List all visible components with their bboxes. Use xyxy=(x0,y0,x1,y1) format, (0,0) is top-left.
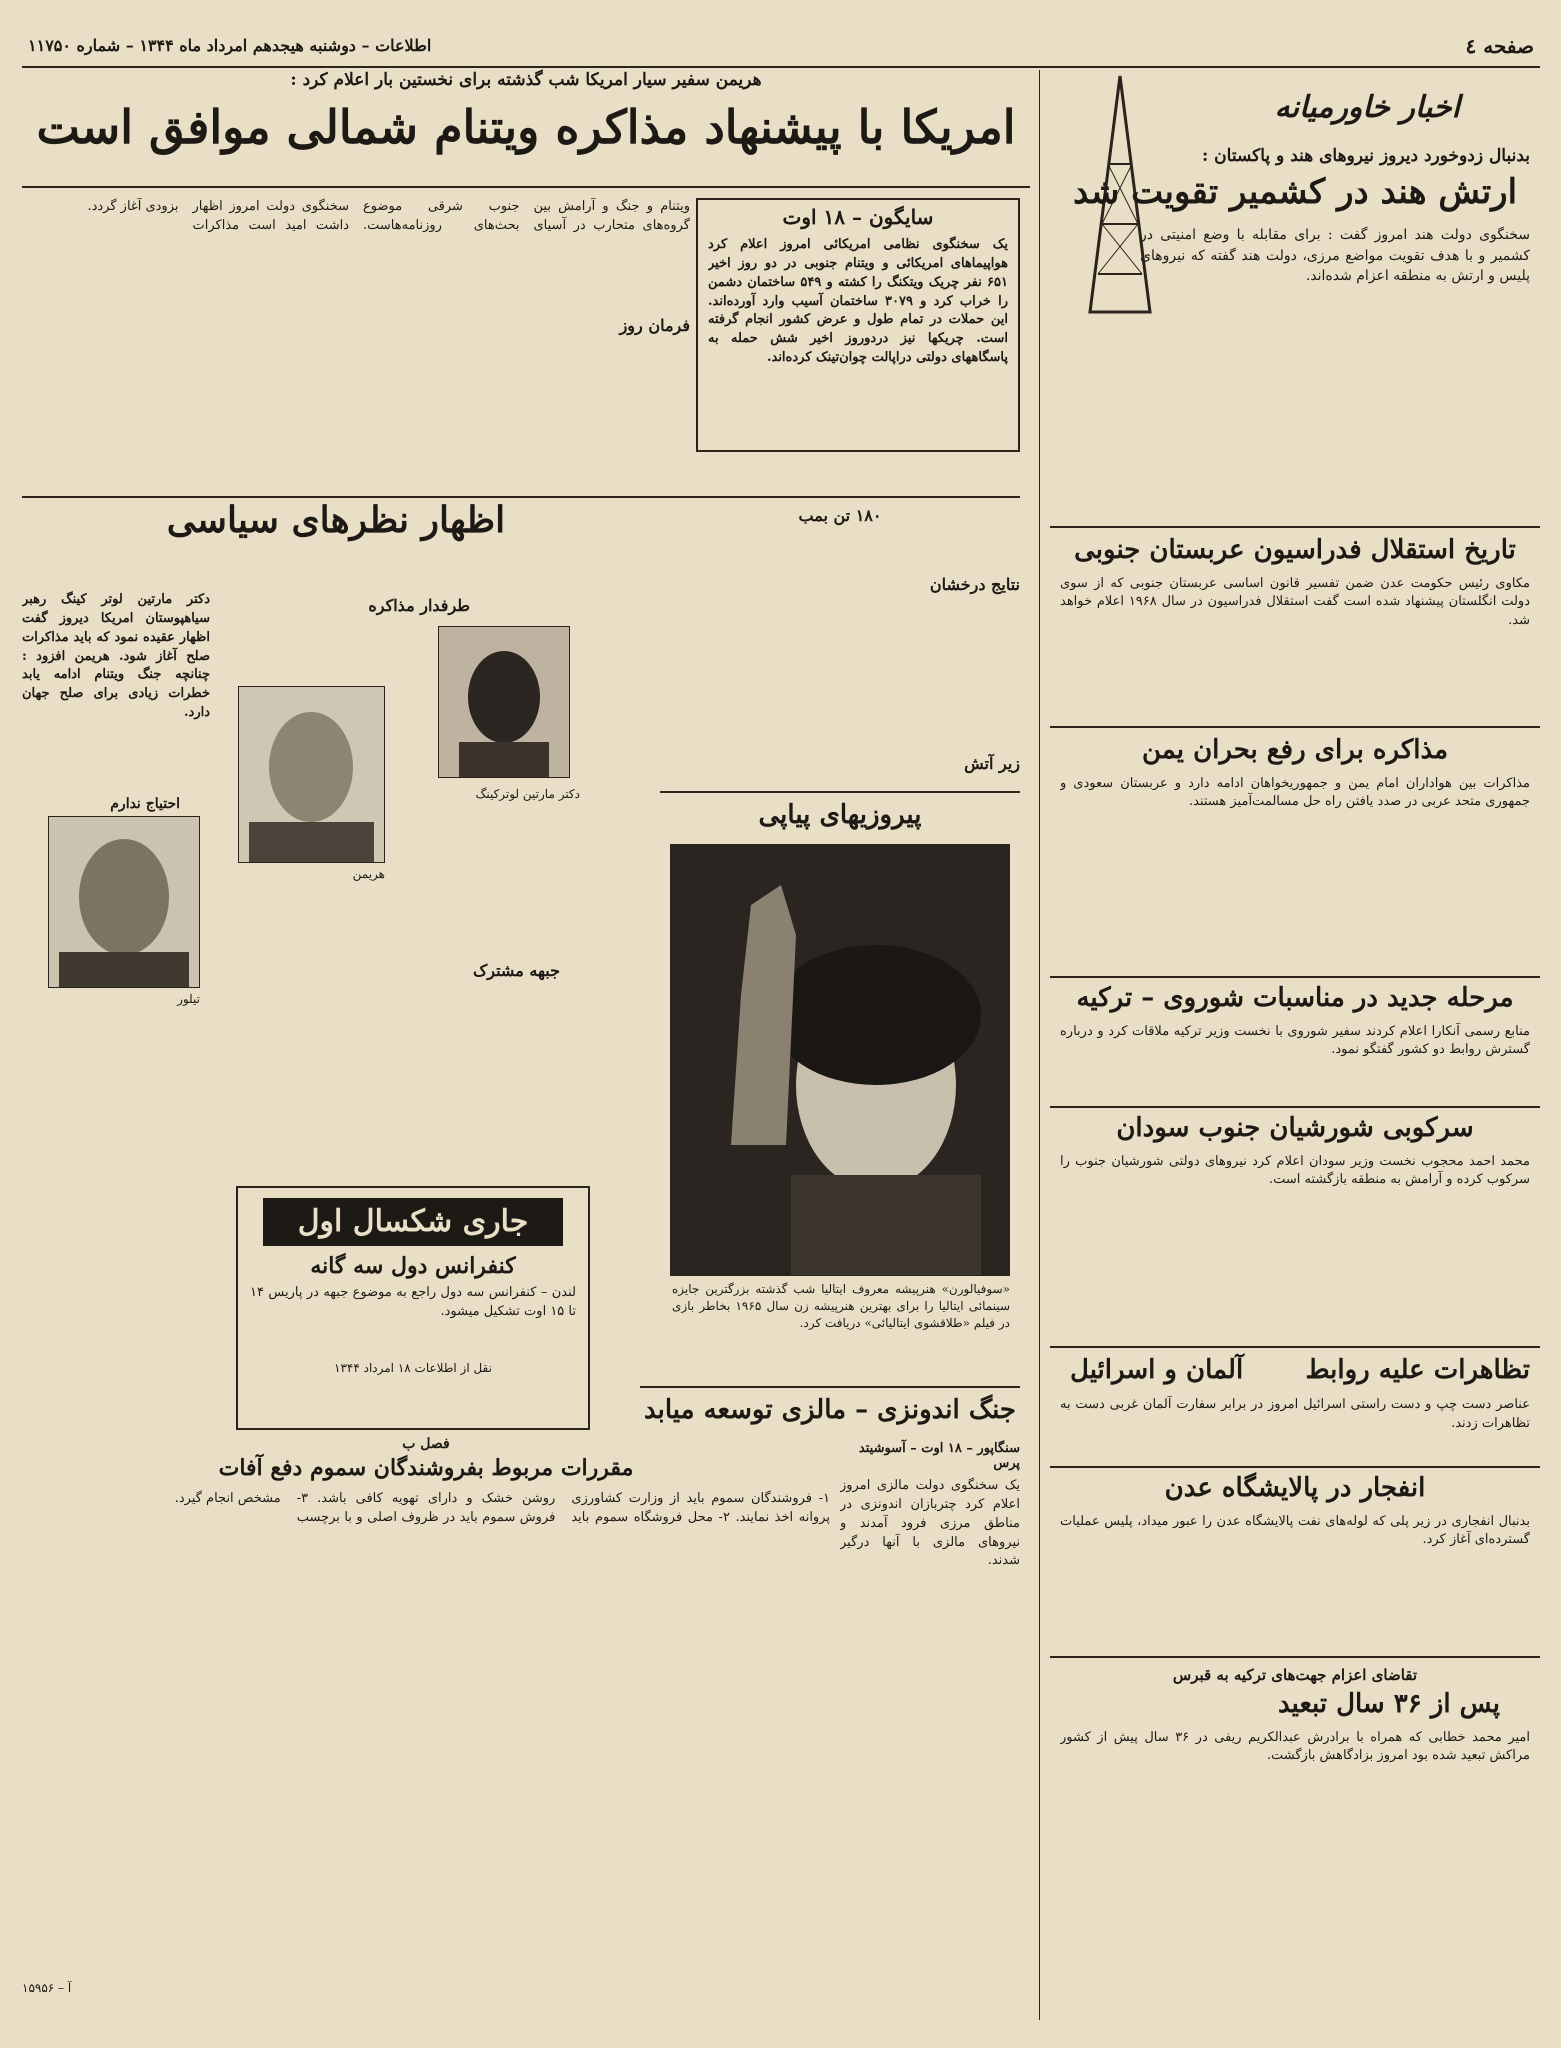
harriman-caption: هریمن xyxy=(352,867,385,881)
pesticides-article xyxy=(22,1436,830,1997)
indonesia-headline: جنگ اندونزی – مالزی توسعه میابد xyxy=(643,1395,1017,1425)
lead-sub-results: نتایج درخشان xyxy=(929,575,1020,594)
section-title: اخبار خاورمیانه xyxy=(1274,90,1460,125)
sophia-caption: «سوفیالورن» هنرپیشه معروف ایتالیا شب گذشته بزرگترین جایزه سینمائی ایتالیا را برای بهترین هنرپیشه زن سال ۱۹۶۵ بخاطر بازی در فیلم «طلاقشوی ایتالیائی» دریافت کرد. xyxy=(672,1282,1010,1330)
kashmir-body: سخنگوی دولت هند امروز گفت : برای مقابله با وضع امنیتی در کشمیر و با هدف تقویت مواضع مرزی، دولت هند گفته که نیروهای پلیس و ارتش به منطقه اعزام شده‌اند. xyxy=(1140,227,1530,284)
israel-body: عناصر دست چپ و دست راستی اسرائیل امروز در برابر سفارت آلمان غربی دست به تظاهرات زدند. xyxy=(1060,1397,1530,1431)
page-label: صفحه ٤ xyxy=(1465,34,1534,58)
opinions-headline: اظهار نظرهای سیاسی xyxy=(166,499,506,541)
king-caption: دکتر مارتین لوترکینگ xyxy=(475,787,580,801)
taylor-photo xyxy=(48,816,200,988)
yemen-headline: مذاکره برای رفع بحران یمن xyxy=(1141,735,1449,765)
issue-info: اطلاعات – دوشنبه هیجدهم امرداد ماه ۱۳۴۴ – شماره ۱۱۷۵۰ xyxy=(28,36,432,55)
lead-sub-bombs: ۱۸۰ تن بمب xyxy=(798,506,882,525)
newspaper-page xyxy=(22,26,1540,2026)
taylor-caption: تیلور xyxy=(177,992,200,1006)
lead-sub-decree: فرمان روز xyxy=(619,316,690,335)
soviet-turkey-article xyxy=(1050,984,1540,1113)
lead-kicker: هریمن سفیر سیار امریکا شب گذشته برای نخستین بار اعلام کرد : xyxy=(290,70,762,90)
exile-kicker: تقاضای اعزام جهت‌های ترکیه به قبرس xyxy=(1172,1666,1418,1684)
aden-south-headline: تاریخ استقلال فدراسیون عربستان جنوبی xyxy=(1074,535,1516,565)
lead-columns xyxy=(22,198,690,488)
kashmir-headline: ارتش هند در کشمیر تقویت شد xyxy=(1072,172,1518,212)
soviet-turkey-headline: مرحله جدید در مناسبات شوروی – ترکیه xyxy=(1076,983,1514,1013)
masthead xyxy=(22,26,1540,68)
sudan-body: محمد احمد محجوب نخست وزیر سودان اعلام کرد نیروهای دولتی شورشیان جنوب را سرکوب کرده و آرامش به منطقه بازگشته است. xyxy=(1060,1153,1530,1188)
aden-south-article xyxy=(1050,536,1540,735)
conference-logo: جاری شکسال اول xyxy=(263,1198,563,1246)
lead-sub-fire: زیر آتش xyxy=(964,754,1020,773)
pesticides-kicker: فصل ب xyxy=(402,1436,450,1452)
pesticides-body: ۱- فروشندگان سموم باید از وزارت کشاورزی پروانه اخذ نمایند. ۲- محل فروشگاه سموم باید روشن خشک و دارای تهویه کافی باشد. ۳- فروش سموم باید در ظروف اصلی و با برچسب مشخص انجام گیرد. xyxy=(174,1491,830,1526)
lead-body: ویتنام و جنگ و آرامش بین گروه‌های متحارب در آسیای جنوب شرقی موضوع بحث‌های روزنامه‌هاست. سخنگوی دولت امروز اظهار داشت امید است مذاکرات بزودی آغاز گردد. xyxy=(87,199,690,233)
indonesia-dateline: سنگاپور – ۱۸ اوت – آسوشیتد پرس xyxy=(858,1441,1020,1471)
opinions-article xyxy=(22,501,650,541)
conference-source: نقل از اطلاعات ۱۸ امرداد ۱۳۴۴ xyxy=(334,1361,492,1376)
sophia-headline: پیروزیهای پیاپی xyxy=(758,800,922,830)
conference-body: لندن – کنفرانس سه دول راجع به موضوع جبهه در پاریس ۱۴ تا ۱۵ اوت تشکیل میشود. xyxy=(250,1285,576,1320)
israel-headline-right: تظاهرات علیه روابط xyxy=(1305,1355,1530,1385)
aden-refinery-article xyxy=(1050,1474,1540,1653)
sophia-photo xyxy=(670,844,1010,1276)
indonesia-article xyxy=(840,1441,1020,2007)
exile-article xyxy=(1050,1666,1540,2019)
opinions-sub-negotiation: طرفدار مذاکره xyxy=(368,596,470,615)
pesticides-ref: آ – ۱۵۹۵۶ xyxy=(22,1981,72,1996)
soviet-turkey-body: منابع رسمی آنکارا اعلام کردند سفیر شوروی با نخست وزیر ترکیه ملاقات کرد و درباره گسترش روابط دو کشور گفتگو نمود. xyxy=(1060,1023,1530,1058)
pesticides-headline: مقررات مربوط بفروشندگان سموم دفع آفات xyxy=(218,1455,634,1481)
aden-south-body: مکاوی رئیس حکومت عدن ضمن تفسیر قانون اساسی عربستان جنوبی که از سوی دولت انگلستان پیشنهاد شده است گفت استقلال فدراسیون در سال ۱۹۶۸ اعلام خواهد شد. xyxy=(1060,575,1530,629)
king-photo xyxy=(438,626,570,778)
opinions-body-right: دکتر مارتین لوتر کینگ رهبر سیاهپوستان امریکا دیروز گفت اظهار عقیده نمود که باید مذاکرات صلح آغاز شود. هریمن افزود : چنانچه جنگ ویتنام ادامه یابد خطرات زیادی برای صلح جهان دارد. xyxy=(22,592,210,721)
exile-headline: پس از ۳۶ سال تبعید xyxy=(1277,1689,1500,1719)
indonesia-body: یک سخنگوی دولت مالزی امروز اعلام کرد چتربازان اندونزی در مناطق مرزی فرود آمدند و نیروهای مالزی با آنها درگیر شدند. xyxy=(840,1478,1020,1569)
conference-headline: کنفرانس دول سه گانه xyxy=(310,1253,516,1279)
harriman-photo xyxy=(238,686,385,863)
yemen-body: مذاکرات بین هواداران امام یمن و جمهوریخواهان ادامه دارد و عربستان سعودی و جمهوری متحد عربی در صدد یافتن راه حل مسالمت‌آمیز هستند. xyxy=(1060,775,1530,810)
aden-refinery-body: بدنبال انفجاری در زیر پلی که لوله‌های نفت پالایشگاه عدن را عبور میداد، پلیس عملیات گسترده‌ای آغاز کرد. xyxy=(1060,1513,1530,1548)
conference-box xyxy=(236,1186,590,1430)
sudan-article xyxy=(1050,1114,1540,1363)
lead-box xyxy=(696,198,1020,452)
israel-headline-left: آلمان و اسرائیل xyxy=(1070,1355,1244,1385)
opinions-sub-need: احتیاج ندارم xyxy=(110,796,180,812)
lead-article xyxy=(22,70,1030,153)
opinions-sub-front: جبهه مشترک xyxy=(472,961,560,980)
lead-dateline: سایگون – ۱۸ اوت xyxy=(782,205,934,229)
lead-headline: امریکا با پیشنهاد مذاکره ویتنام شمالی موافق است xyxy=(36,100,1016,154)
kashmir-kicker: بدنبال زدوخورد دیروز نیروهای هند و پاکستان : xyxy=(1201,146,1530,166)
kashmir-article xyxy=(1050,146,1540,515)
yemen-article xyxy=(1050,736,1540,985)
aden-refinery-headline: انفجار در پالایشگاه عدن xyxy=(1164,1473,1426,1503)
exile-body: امیر محمد خطابی که همراه با برادرش عبدالکریم ریفی در ۳۶ سال پیش از کشور مراکش تبعید شده بود امروز بزادگاهش بازگشت. xyxy=(1060,1729,1530,1764)
lead-box-text: یک سخنگوی نظامی امریکائی امروز اعلام کرد هواپیماهای امریکائی و ویتنام جنوبی در دو روز اخیر ۶۵۱ نفر چریک ویتکنگ را کشته و ۵۴۹ ساختمان دشمن را خراب کرد و ۳۰۷۹ ساختمان آسیب وارد آورده‌اند. این حملات در تمام طول و عرض کشور انجام گرفته است. چریکها نیز دردوروز اخیر شش حمله به پاسگاههای دولتی دراپالت چوان‌تینک کرده‌اند. xyxy=(708,237,1008,366)
sudan-headline: سرکوبی شورشیان جنوب سودان xyxy=(1116,1113,1474,1143)
lead-continuation xyxy=(660,506,1020,826)
